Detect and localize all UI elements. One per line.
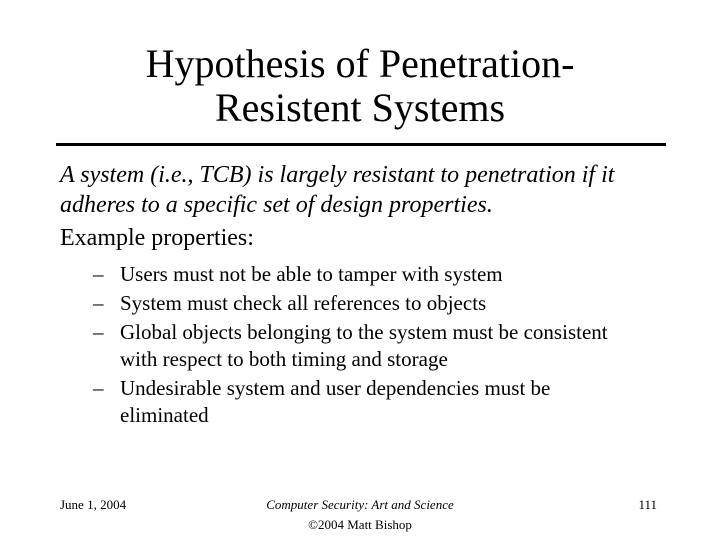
title-underline-rule: [56, 143, 666, 146]
slide-title-line-2: Resistent Systems: [214, 85, 506, 130]
intro-paragraph: A system (i.e., TCB) is largely resistant to penetration if it adheres to a specific set of design properties.: [60, 162, 615, 218]
slide-title-line-1: Hypothesis of Penetration-: [145, 41, 575, 86]
footer-book-title: Computer Security: Art and Science: [266, 497, 454, 512]
dash-bullet-marker: –: [93, 320, 104, 344]
list-item: [60, 261, 620, 288]
list-item: [60, 290, 620, 317]
slide-title: [0, 42, 720, 130]
dash-bullet-marker: –: [93, 376, 104, 400]
footer-credit: [210, 495, 510, 535]
footer-date: June 1, 2004: [60, 497, 127, 512]
list-item-text: System must check all references to objects: [120, 291, 487, 315]
slide-body: [60, 160, 670, 431]
footer-copyright: ©2004 Matt Bishop: [308, 517, 412, 532]
footer-page-number: 111: [638, 497, 657, 512]
list-item-text: Users must not be able to tamper with system: [120, 262, 503, 286]
list-item: [60, 319, 620, 373]
property-list: [60, 261, 670, 429]
example-properties-heading: Example properties:: [60, 225, 254, 251]
list-item-text: Undesirable system and user dependencies must be eliminated: [120, 376, 551, 427]
dash-bullet-marker: –: [93, 291, 104, 315]
dash-bullet-marker: –: [93, 262, 104, 286]
list-item-text: Global objects belonging to the system must be consistent with respect to both timing and storage: [120, 320, 608, 371]
list-item: [60, 375, 620, 429]
